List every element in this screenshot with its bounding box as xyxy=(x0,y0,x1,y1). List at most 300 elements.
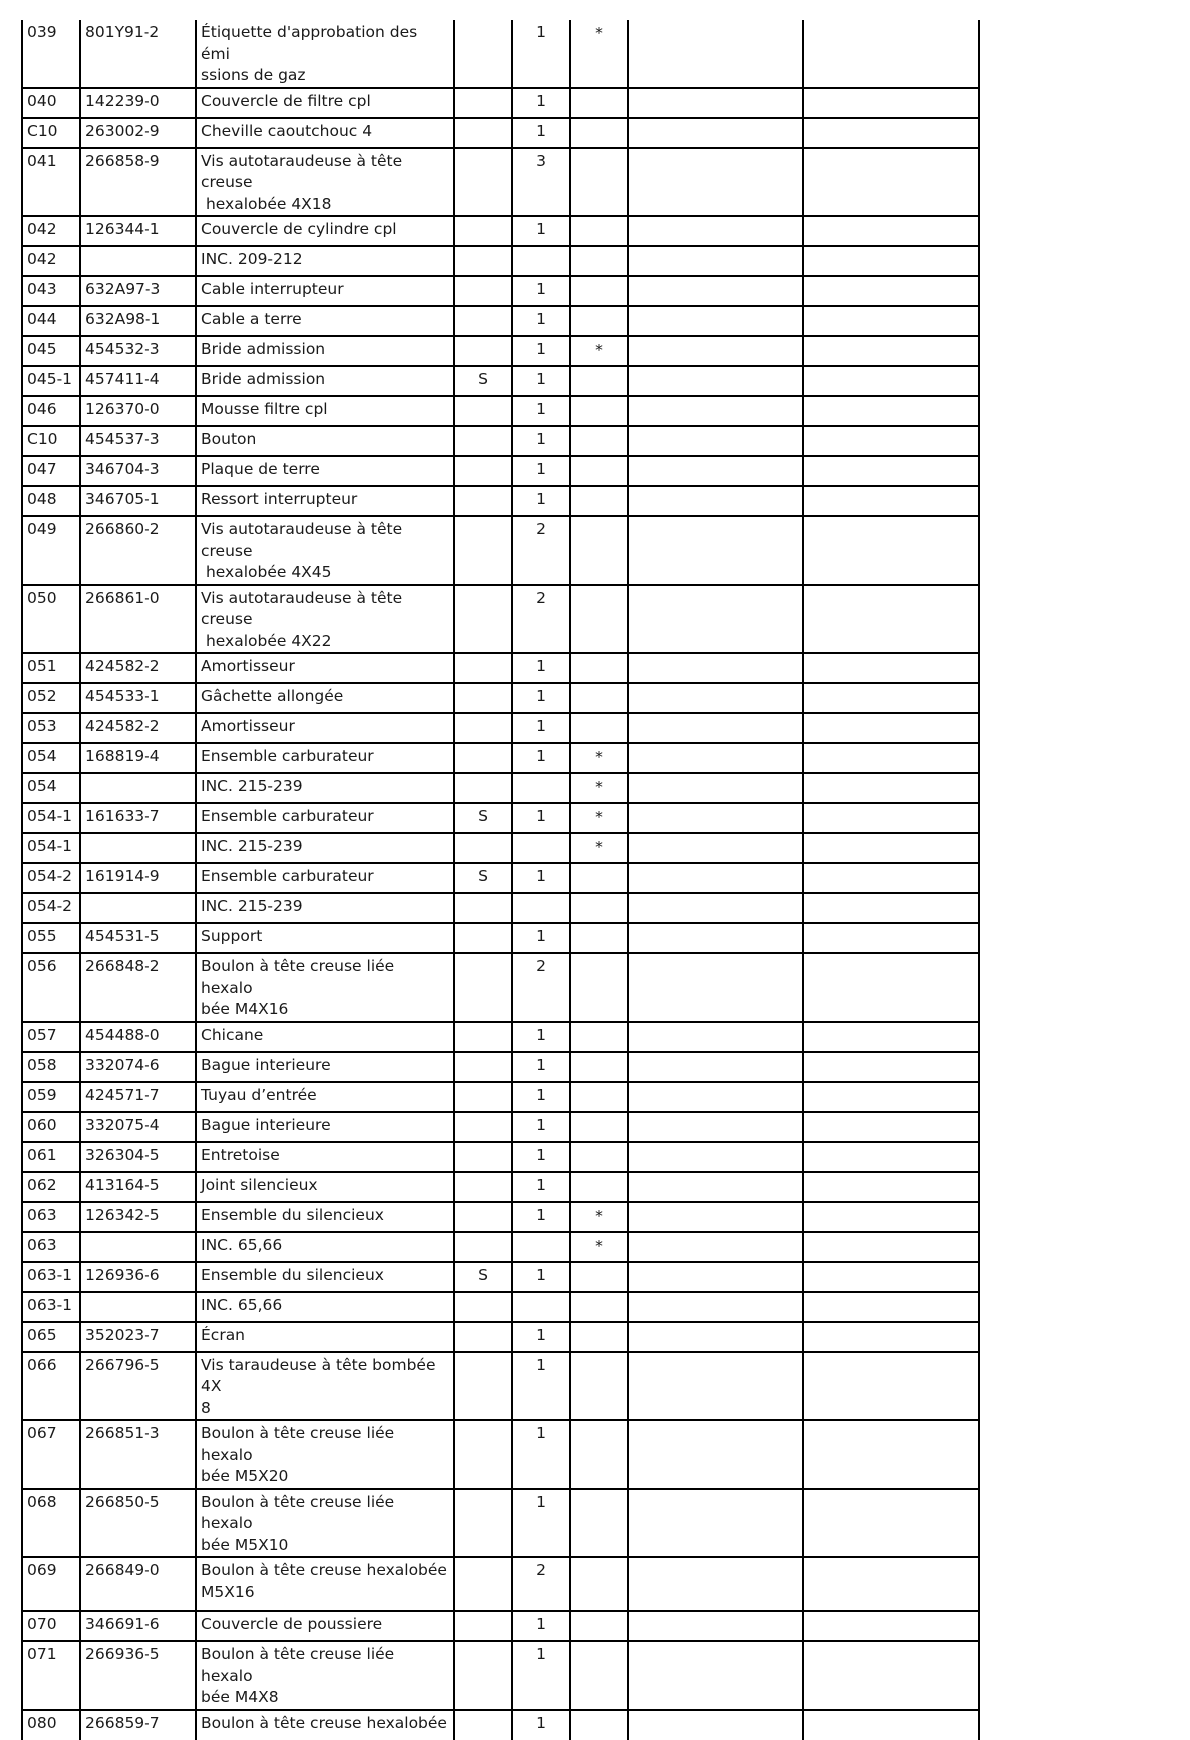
blank-cell xyxy=(628,88,803,118)
table-row xyxy=(22,1052,979,1082)
substitute-flag-cell xyxy=(454,20,512,88)
blank-cell xyxy=(628,426,803,456)
description-cell: Boulon à tête creuse liée hexalo bée M4X16 xyxy=(196,953,454,1022)
blank-cell xyxy=(803,953,979,1022)
table-row xyxy=(22,246,979,276)
substitute-flag-cell xyxy=(454,1022,512,1052)
item-number-cell: 080 xyxy=(22,1710,80,1740)
substitute-flag-cell xyxy=(454,1641,512,1710)
blank-cell xyxy=(628,486,803,516)
table-row xyxy=(22,653,979,683)
blank-cell xyxy=(803,773,979,803)
blank-cell xyxy=(628,833,803,863)
blank-cell xyxy=(628,743,803,773)
part-number-cell xyxy=(80,246,196,276)
table-row xyxy=(22,1611,979,1641)
blank-cell xyxy=(628,953,803,1022)
item-number-cell: 042 xyxy=(22,216,80,246)
remark-mark-cell xyxy=(570,1641,628,1710)
quantity-cell: 1 xyxy=(512,336,570,366)
item-number-cell: 052 xyxy=(22,683,80,713)
description-cell: Gâchette allongée xyxy=(196,683,454,713)
item-number-cell: 061 xyxy=(22,1142,80,1172)
blank-cell xyxy=(628,1641,803,1710)
blank-cell xyxy=(803,396,979,426)
blank-cell xyxy=(803,1082,979,1112)
part-number-cell: 801Y91-2 xyxy=(80,20,196,88)
description-cell: INC. 215-239 xyxy=(196,893,454,923)
description-cell: Amortisseur xyxy=(196,713,454,743)
blank-cell xyxy=(803,743,979,773)
description-cell: Chicane xyxy=(196,1022,454,1052)
part-number-cell xyxy=(80,1232,196,1262)
blank-cell xyxy=(803,118,979,148)
remark-mark-cell xyxy=(570,1112,628,1142)
blank-cell xyxy=(628,1052,803,1082)
remark-mark-cell xyxy=(570,893,628,923)
remark-mark-cell xyxy=(570,863,628,893)
description-cell: Couvercle de cylindre cpl xyxy=(196,216,454,246)
table-row xyxy=(22,1322,979,1352)
blank-cell xyxy=(803,1641,979,1710)
description-cell: INC. 65,66 xyxy=(196,1232,454,1262)
description-cell: Amortisseur xyxy=(196,653,454,683)
substitute-flag-cell xyxy=(454,336,512,366)
table-row xyxy=(22,773,979,803)
remark-mark-cell xyxy=(570,1022,628,1052)
item-number-cell: 059 xyxy=(22,1082,80,1112)
blank-cell xyxy=(803,1557,979,1611)
quantity-cell: 1 xyxy=(512,1322,570,1352)
remark-mark-cell xyxy=(570,1142,628,1172)
blank-cell xyxy=(628,1142,803,1172)
remark-mark-cell xyxy=(570,1082,628,1112)
quantity-cell: 1 xyxy=(512,713,570,743)
substitute-flag-cell xyxy=(454,396,512,426)
blank-cell xyxy=(628,516,803,585)
item-number-cell: 047 xyxy=(22,456,80,486)
blank-cell xyxy=(628,803,803,833)
part-number-cell: 424582-2 xyxy=(80,653,196,683)
description-cell: Couvercle de filtre cpl xyxy=(196,88,454,118)
blank-cell xyxy=(628,216,803,246)
quantity-cell: 1 xyxy=(512,1172,570,1202)
quantity-cell: 1 xyxy=(512,216,570,246)
description-cell: Boulon à tête creuse liée hexalo bée M5X10 xyxy=(196,1489,454,1558)
table-row xyxy=(22,516,979,585)
blank-cell xyxy=(628,1172,803,1202)
substitute-flag-cell xyxy=(454,1710,512,1740)
blank-cell xyxy=(803,20,979,88)
blank-cell xyxy=(628,1292,803,1322)
blank-cell xyxy=(628,456,803,486)
substitute-flag-cell xyxy=(454,486,512,516)
blank-cell xyxy=(628,1322,803,1352)
blank-cell xyxy=(803,336,979,366)
remark-mark-cell xyxy=(570,486,628,516)
description-cell: Boulon à tête creuse liée hexalo bée M5X20 xyxy=(196,1420,454,1489)
item-number-cell: 057 xyxy=(22,1022,80,1052)
item-number-cell: 046 xyxy=(22,396,80,426)
substitute-flag-cell xyxy=(454,773,512,803)
item-number-cell: 068 xyxy=(22,1489,80,1558)
part-number-cell: 266851-3 xyxy=(80,1420,196,1489)
description-cell: Cable a terre xyxy=(196,306,454,336)
item-number-cell: 063 xyxy=(22,1232,80,1262)
description-cell: Vis autotaraudeuse à tête creuse hexalobée 4X18 xyxy=(196,148,454,217)
part-number-cell: 126342-5 xyxy=(80,1202,196,1232)
blank-cell xyxy=(803,683,979,713)
item-number-cell: 065 xyxy=(22,1322,80,1352)
quantity-cell: 1 xyxy=(512,1262,570,1292)
quantity-cell: 1 xyxy=(512,276,570,306)
item-number-cell: 039 xyxy=(22,20,80,88)
item-number-cell: 058 xyxy=(22,1052,80,1082)
description-cell: Bride admission xyxy=(196,336,454,366)
description-cell: Bague interieure xyxy=(196,1112,454,1142)
item-number-cell: 055 xyxy=(22,923,80,953)
remark-mark-cell: * xyxy=(570,803,628,833)
substitute-flag-cell: S xyxy=(454,1262,512,1292)
part-number-cell: 632A98-1 xyxy=(80,306,196,336)
table-row xyxy=(22,276,979,306)
remark-mark-cell xyxy=(570,1710,628,1740)
substitute-flag-cell: S xyxy=(454,803,512,833)
blank-cell xyxy=(803,1022,979,1052)
substitute-flag-cell xyxy=(454,1611,512,1641)
remark-mark-cell: * xyxy=(570,1232,628,1262)
remark-mark-cell xyxy=(570,148,628,217)
quantity-cell: 1 xyxy=(512,923,570,953)
blank-cell xyxy=(628,306,803,336)
remark-mark-cell xyxy=(570,713,628,743)
blank-cell xyxy=(803,833,979,863)
substitute-flag-cell xyxy=(454,306,512,336)
remark-mark-cell xyxy=(570,653,628,683)
blank-cell xyxy=(628,1557,803,1611)
blank-cell xyxy=(803,1352,979,1421)
part-number-cell: 168819-4 xyxy=(80,743,196,773)
table-row xyxy=(22,1112,979,1142)
table-row xyxy=(22,486,979,516)
quantity-cell: 1 xyxy=(512,486,570,516)
table-row xyxy=(22,863,979,893)
substitute-flag-cell xyxy=(454,923,512,953)
remark-mark-cell xyxy=(570,366,628,396)
item-number-cell: C10 xyxy=(22,426,80,456)
remark-mark-cell xyxy=(570,426,628,456)
remark-mark-cell xyxy=(570,396,628,426)
quantity-cell: 2 xyxy=(512,585,570,654)
description-cell: Bride admission xyxy=(196,366,454,396)
description-cell: Vis taraudeuse à tête bombée 4X 8 xyxy=(196,1352,454,1421)
blank-cell xyxy=(628,1082,803,1112)
blank-cell xyxy=(803,306,979,336)
blank-cell xyxy=(803,426,979,456)
quantity-cell: 1 xyxy=(512,88,570,118)
item-number-cell: 067 xyxy=(22,1420,80,1489)
item-number-cell: 054-2 xyxy=(22,893,80,923)
blank-cell xyxy=(803,276,979,306)
item-number-cell: 053 xyxy=(22,713,80,743)
table-row xyxy=(22,683,979,713)
item-number-cell: 054 xyxy=(22,773,80,803)
item-number-cell: 048 xyxy=(22,486,80,516)
part-number-cell: 266860-2 xyxy=(80,516,196,585)
table-row xyxy=(22,1202,979,1232)
quantity-cell: 1 xyxy=(512,863,570,893)
table-row xyxy=(22,713,979,743)
blank-cell xyxy=(803,713,979,743)
part-number-cell: 632A97-3 xyxy=(80,276,196,306)
quantity-cell: 1 xyxy=(512,1112,570,1142)
quantity-cell xyxy=(512,773,570,803)
description-cell: Couvercle de poussiere xyxy=(196,1611,454,1641)
quantity-cell: 1 xyxy=(512,1710,570,1740)
substitute-flag-cell xyxy=(454,683,512,713)
description-cell: Bouton xyxy=(196,426,454,456)
blank-cell xyxy=(628,585,803,654)
substitute-flag-cell xyxy=(454,713,512,743)
part-number-cell xyxy=(80,833,196,863)
table-row xyxy=(22,1489,979,1558)
quantity-cell: 1 xyxy=(512,1420,570,1489)
description-cell: Écran xyxy=(196,1322,454,1352)
part-number-cell: 161914-9 xyxy=(80,863,196,893)
table-row xyxy=(22,923,979,953)
table-row xyxy=(22,833,979,863)
description-cell: Vis autotaraudeuse à tête creuse hexalobée 4X22 xyxy=(196,585,454,654)
remark-mark-cell xyxy=(570,923,628,953)
part-number-cell: 346691-6 xyxy=(80,1611,196,1641)
blank-cell xyxy=(803,1262,979,1292)
part-number-cell: 266849-0 xyxy=(80,1557,196,1611)
table-row xyxy=(22,1142,979,1172)
remark-mark-cell xyxy=(570,1052,628,1082)
item-number-cell: 069 xyxy=(22,1557,80,1611)
remark-mark-cell xyxy=(570,1172,628,1202)
blank-cell xyxy=(628,1112,803,1142)
remark-mark-cell xyxy=(570,1489,628,1558)
description-cell: Bague interieure xyxy=(196,1052,454,1082)
blank-cell xyxy=(628,276,803,306)
table-row xyxy=(22,426,979,456)
quantity-cell: 1 xyxy=(512,118,570,148)
blank-cell xyxy=(628,1420,803,1489)
blank-cell xyxy=(628,893,803,923)
description-cell: Cable interrupteur xyxy=(196,276,454,306)
remark-mark-cell xyxy=(570,953,628,1022)
blank-cell xyxy=(803,456,979,486)
table-row xyxy=(22,396,979,426)
description-cell: INC. 215-239 xyxy=(196,773,454,803)
description-cell: Ensemble du silencieux xyxy=(196,1262,454,1292)
description-cell: Ensemble du silencieux xyxy=(196,1202,454,1232)
blank-cell xyxy=(628,863,803,893)
quantity-cell: 1 xyxy=(512,1641,570,1710)
part-number-cell: 263002-9 xyxy=(80,118,196,148)
blank-cell xyxy=(803,246,979,276)
description-cell: Ensemble carburateur xyxy=(196,743,454,773)
quantity-cell xyxy=(512,246,570,276)
table-row xyxy=(22,456,979,486)
remark-mark-cell xyxy=(570,118,628,148)
item-number-cell: 054 xyxy=(22,743,80,773)
description-cell: Boulon à tête creuse hexalobée xyxy=(196,1710,454,1740)
blank-cell xyxy=(803,88,979,118)
table-row xyxy=(22,366,979,396)
remark-mark-cell xyxy=(570,1352,628,1421)
blank-cell xyxy=(628,683,803,713)
quantity-cell: 1 xyxy=(512,743,570,773)
description-cell: INC. 65,66 xyxy=(196,1292,454,1322)
blank-cell xyxy=(803,366,979,396)
remark-mark-cell: * xyxy=(570,773,628,803)
remark-mark-cell xyxy=(570,456,628,486)
description-cell: INC. 215-239 xyxy=(196,833,454,863)
table-row xyxy=(22,216,979,246)
item-number-cell: 063-1 xyxy=(22,1292,80,1322)
blank-cell xyxy=(803,1611,979,1641)
blank-cell xyxy=(803,893,979,923)
quantity-cell: 1 xyxy=(512,1202,570,1232)
blank-cell xyxy=(628,336,803,366)
substitute-flag-cell xyxy=(454,833,512,863)
item-number-cell: 043 xyxy=(22,276,80,306)
blank-cell xyxy=(628,1022,803,1052)
item-number-cell: 051 xyxy=(22,653,80,683)
substitute-flag-cell xyxy=(454,516,512,585)
table-row xyxy=(22,953,979,1022)
blank-cell xyxy=(628,1710,803,1740)
substitute-flag-cell xyxy=(454,953,512,1022)
part-number-cell: 161633-7 xyxy=(80,803,196,833)
substitute-flag-cell xyxy=(454,1172,512,1202)
substitute-flag-cell xyxy=(454,893,512,923)
substitute-flag-cell xyxy=(454,1082,512,1112)
substitute-flag-cell xyxy=(454,246,512,276)
substitute-flag-cell xyxy=(454,1142,512,1172)
blank-cell xyxy=(628,118,803,148)
part-number-cell: 332074-6 xyxy=(80,1052,196,1082)
part-number-cell: 413164-5 xyxy=(80,1172,196,1202)
blank-cell xyxy=(628,366,803,396)
remark-mark-cell xyxy=(570,246,628,276)
blank-cell xyxy=(803,653,979,683)
substitute-flag-cell xyxy=(454,1420,512,1489)
table-row xyxy=(22,88,979,118)
blank-cell xyxy=(628,1489,803,1558)
blank-cell xyxy=(803,148,979,217)
substitute-flag-cell xyxy=(454,1292,512,1322)
part-number-cell: 352023-7 xyxy=(80,1322,196,1352)
part-number-cell: 266850-5 xyxy=(80,1489,196,1558)
substitute-flag-cell xyxy=(454,1202,512,1232)
remark-mark-cell: * xyxy=(570,833,628,863)
substitute-flag-cell xyxy=(454,1112,512,1142)
table-row xyxy=(22,336,979,366)
blank-cell xyxy=(803,216,979,246)
quantity-cell xyxy=(512,893,570,923)
quantity-cell: 1 xyxy=(512,306,570,336)
description-cell: Étiquette d'approbation des émi ssions de gaz xyxy=(196,20,454,88)
part-number-cell: 454532-3 xyxy=(80,336,196,366)
substitute-flag-cell xyxy=(454,585,512,654)
substitute-flag-cell xyxy=(454,1489,512,1558)
table-row xyxy=(22,1352,979,1421)
table-row xyxy=(22,1557,979,1611)
description-cell: Cheville caoutchouc 4 xyxy=(196,118,454,148)
part-number-cell: 332075-4 xyxy=(80,1112,196,1142)
item-number-cell: 071 xyxy=(22,1641,80,1710)
table-row xyxy=(22,118,979,148)
blank-cell xyxy=(628,713,803,743)
table-row xyxy=(22,893,979,923)
description-cell: Support xyxy=(196,923,454,953)
part-number-cell: 457411-4 xyxy=(80,366,196,396)
quantity-cell: 3 xyxy=(512,148,570,217)
substitute-flag-cell xyxy=(454,1052,512,1082)
parts-list-table xyxy=(21,20,980,1740)
blank-cell xyxy=(803,1292,979,1322)
substitute-flag-cell xyxy=(454,216,512,246)
table-row xyxy=(22,1420,979,1489)
item-number-cell: 045 xyxy=(22,336,80,366)
substitute-flag-cell xyxy=(454,456,512,486)
part-number-cell xyxy=(80,773,196,803)
item-number-cell: 049 xyxy=(22,516,80,585)
part-number-cell: 266796-5 xyxy=(80,1352,196,1421)
quantity-cell: 1 xyxy=(512,396,570,426)
remark-mark-cell xyxy=(570,276,628,306)
table-row xyxy=(22,1710,979,1740)
remark-mark-cell xyxy=(570,1557,628,1611)
table-row xyxy=(22,743,979,773)
remark-mark-cell xyxy=(570,585,628,654)
remark-mark-cell xyxy=(570,1322,628,1352)
description-cell: Mousse filtre cpl xyxy=(196,396,454,426)
blank-cell xyxy=(628,1202,803,1232)
part-number-cell: 424582-2 xyxy=(80,713,196,743)
blank-cell xyxy=(803,516,979,585)
part-number-cell: 346705-1 xyxy=(80,486,196,516)
quantity-cell xyxy=(512,1292,570,1322)
blank-cell xyxy=(628,396,803,426)
blank-cell xyxy=(803,863,979,893)
blank-cell xyxy=(628,923,803,953)
blank-cell xyxy=(628,1352,803,1421)
part-number-cell: 126936-6 xyxy=(80,1262,196,1292)
remark-mark-cell xyxy=(570,1611,628,1641)
item-number-cell: 063-1 xyxy=(22,1262,80,1292)
part-number-cell: 454533-1 xyxy=(80,683,196,713)
blank-cell xyxy=(803,1112,979,1142)
remark-mark-cell xyxy=(570,1420,628,1489)
item-number-cell: 054-1 xyxy=(22,833,80,863)
quantity-cell: 1 xyxy=(512,1052,570,1082)
blank-cell xyxy=(628,653,803,683)
blank-cell xyxy=(803,1232,979,1262)
blank-cell xyxy=(803,1052,979,1082)
item-number-cell: 040 xyxy=(22,88,80,118)
remark-mark-cell xyxy=(570,683,628,713)
blank-cell xyxy=(803,803,979,833)
description-cell: Boulon à tête creuse hexalobée M5X16 xyxy=(196,1557,454,1611)
blank-cell xyxy=(628,1232,803,1262)
blank-cell xyxy=(803,585,979,654)
blank-cell xyxy=(803,486,979,516)
table-row xyxy=(22,306,979,336)
